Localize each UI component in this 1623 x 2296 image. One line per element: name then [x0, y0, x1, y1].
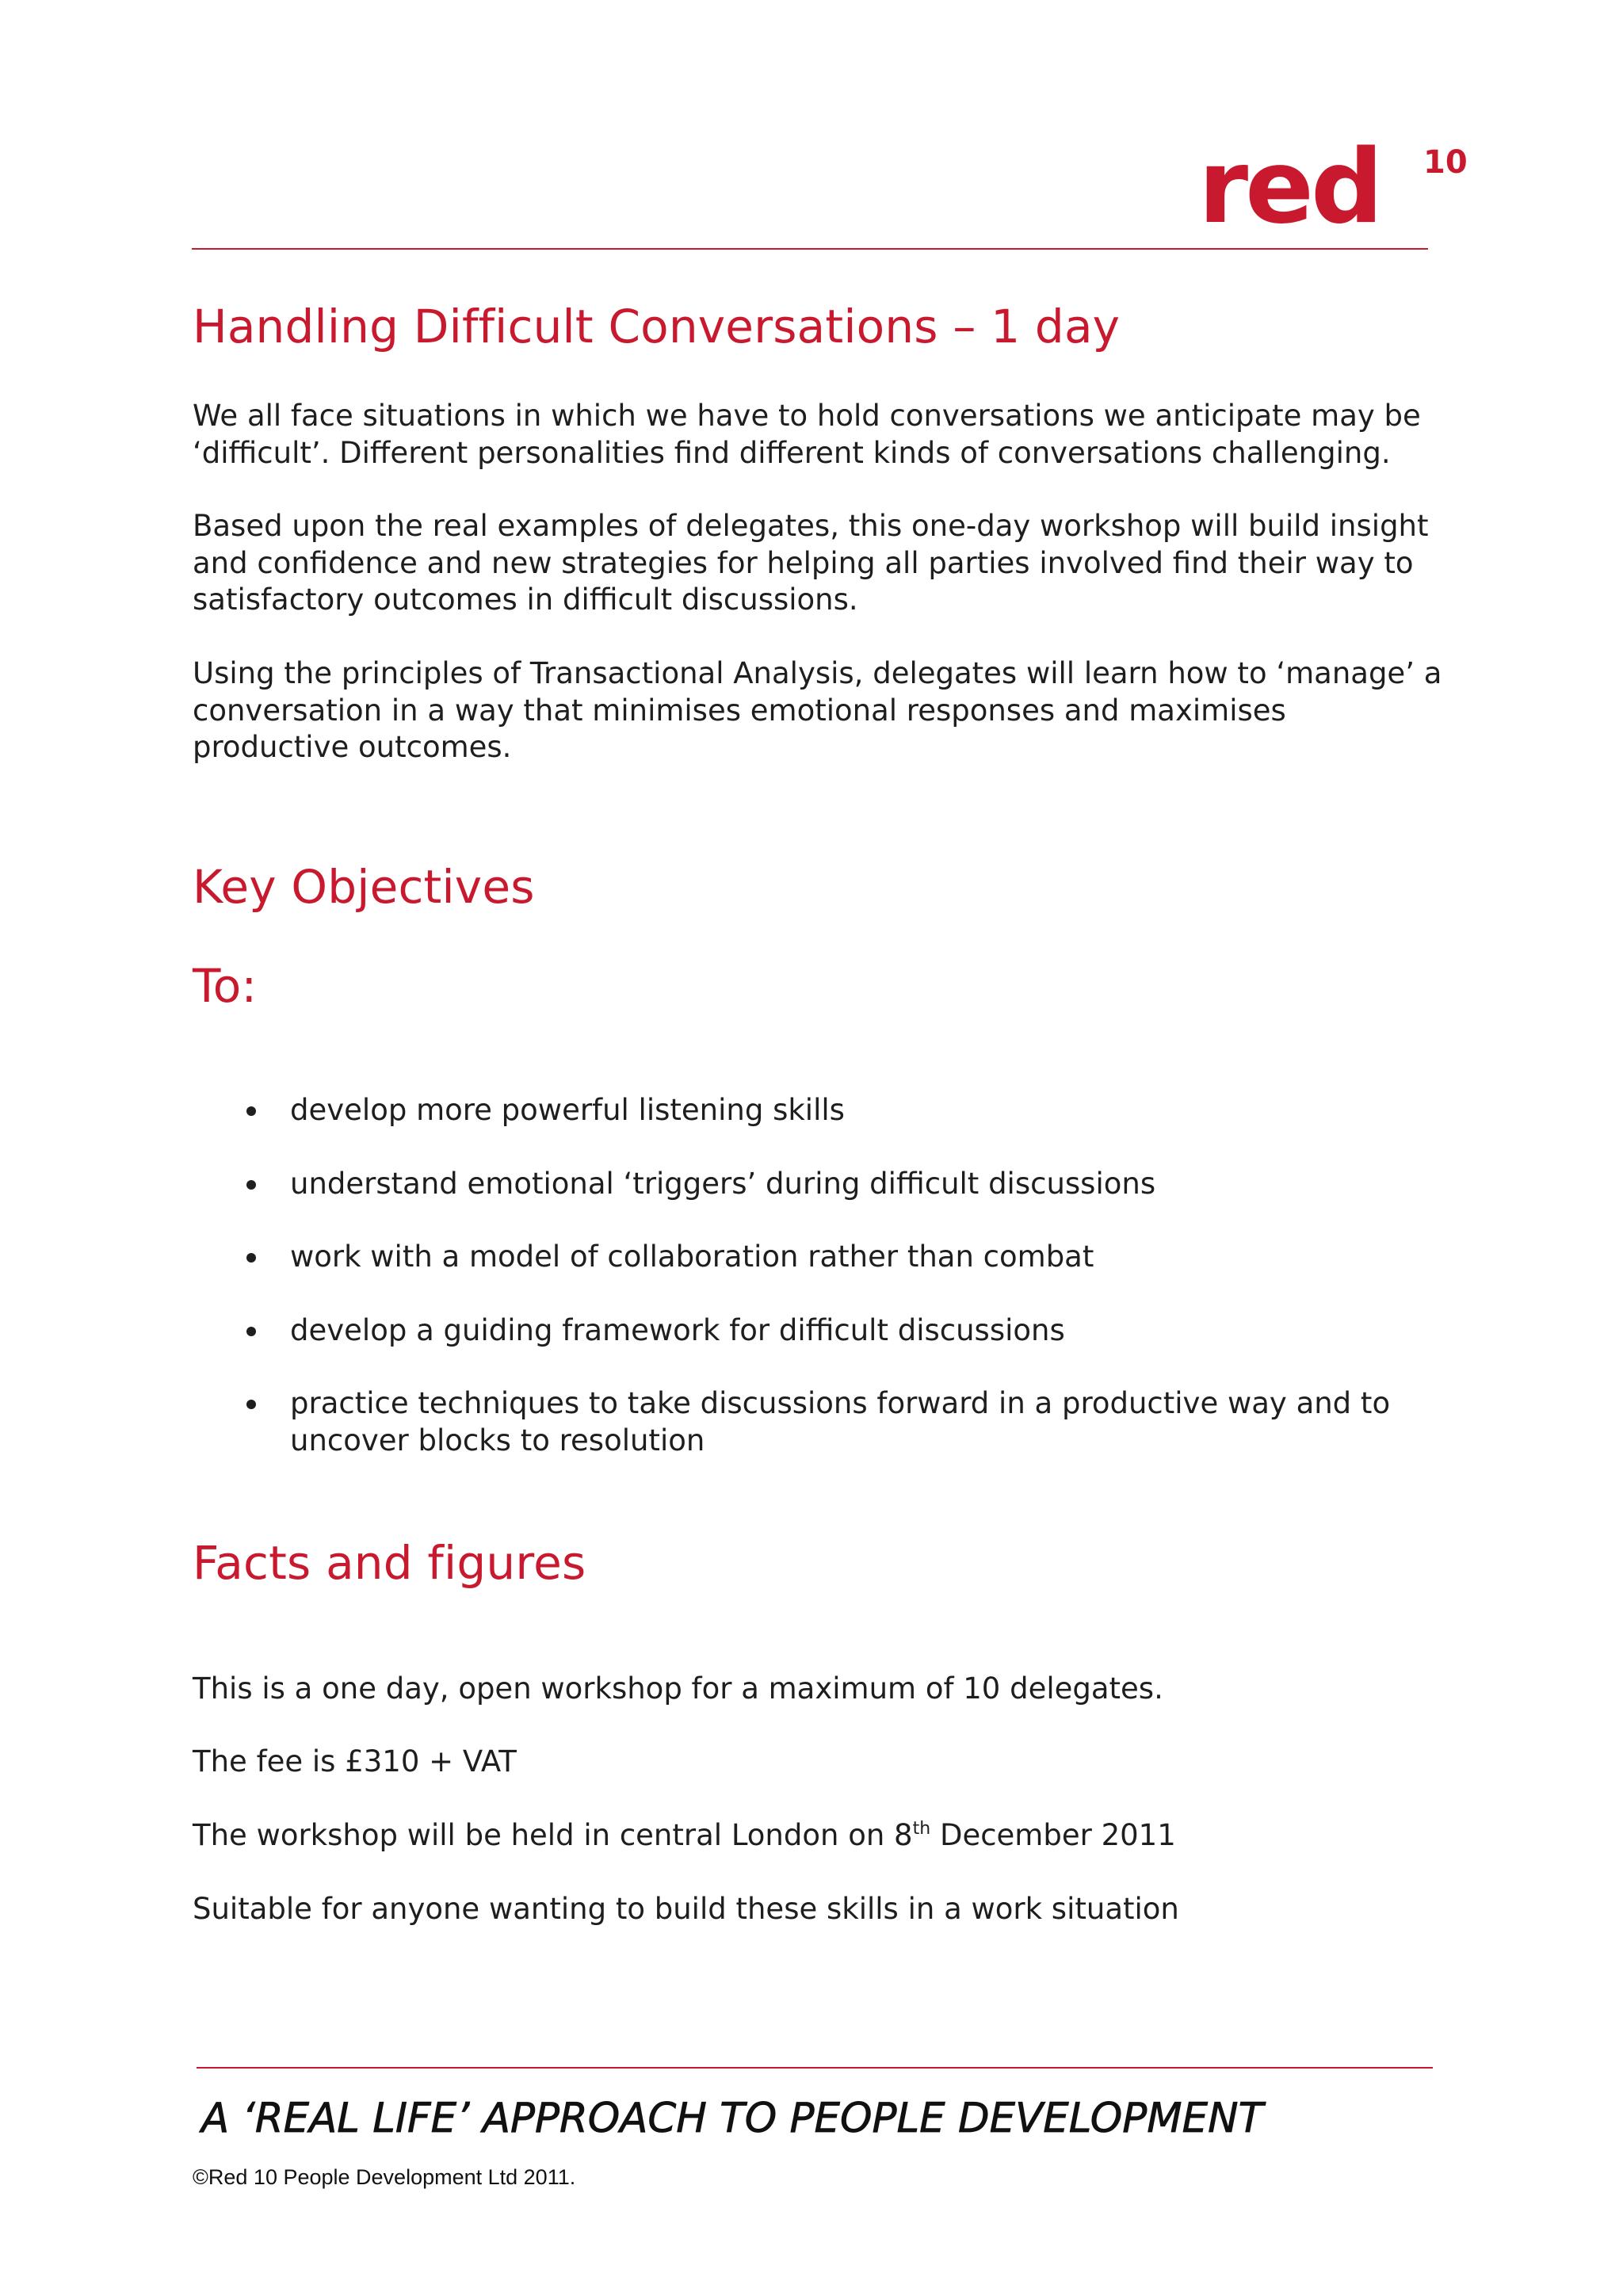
bullet-icon: [246, 1327, 256, 1336]
objective-text: understand emotional ‘triggers’ during difficult discussions: [290, 1166, 1156, 1201]
footer-tagline: [200, 2083, 1277, 2146]
facts-heading: Facts and figures: [193, 1536, 586, 1590]
intro-paragraph-3: Using the principles of Transactional Analysis, delegates will learn how to ‘manage’ a conversation in a way that minimises emotional responses and maximises productive outcomes.: [193, 656, 1442, 764]
list-item: [193, 1239, 1445, 1276]
intro-paragraph-1: We all face situations in which we have to hold conversations we anticipate may be ‘difficult’. Different personalities find different kinds of conversations challenging.: [193, 399, 1421, 470]
tagline-text: A ‘REAL LIFE’ APPROACH TO PEOPLE DEVELOPMENT: [199, 2095, 1267, 2142]
bullet-icon: [246, 1400, 256, 1409]
list-item: [193, 1385, 1445, 1459]
objective-text: practice techniques to take discussions forward in a productive way and to uncover blocks to resolution: [290, 1386, 1391, 1457]
list-item: [193, 1312, 1445, 1350]
fact-date-ordinal: th: [912, 1819, 931, 1839]
fact-date-month: December 2011: [930, 1818, 1176, 1852]
bullet-icon: [246, 1106, 256, 1116]
objective-text: develop more powerful listening skills: [290, 1093, 845, 1127]
objective-text: develop a guiding framework for difficult discussions: [290, 1312, 1065, 1347]
fact-date-text: The workshop will be held in central London on 8: [193, 1818, 913, 1852]
intro-paragraph-2: Based upon the real examples of delegates, this one-day workshop will build insight and confidence and new strategies for helping all parties involved find their way to satisfactory outcomes in difficult discussions.: [193, 509, 1429, 617]
objectives-lead: To:: [193, 959, 258, 1013]
bullet-icon: [246, 1253, 256, 1263]
objectives-heading: Key Objectives: [193, 860, 535, 914]
logo-superscript: 10: [1423, 144, 1468, 181]
page-title: Handling Difficult Conversations – 1 day: [193, 300, 1121, 353]
bullet-icon: [246, 1180, 256, 1190]
red10-logo: [1198, 128, 1468, 246]
footer-divider: [197, 2067, 1433, 2069]
fact-fee: The fee is £310 + VAT: [193, 1744, 517, 1778]
fact-date: [193, 1817, 1176, 1854]
objectives-list: [193, 1092, 1445, 1496]
list-item: [193, 1092, 1445, 1129]
logo-text: red: [1198, 128, 1381, 246]
objective-text: work with a model of collaboration rather than combat: [290, 1240, 1094, 1274]
list-item: [193, 1166, 1445, 1203]
copyright-notice: ©Red 10 People Development Ltd 2011.: [193, 2165, 576, 2189]
fact-suitability: Suitable for anyone wanting to build these skills in a work situation: [193, 1892, 1179, 1926]
fact-delegates: This is a one day, open workshop for a maximum of 10 delegates.: [193, 1671, 1163, 1706]
header-divider: [192, 248, 1428, 250]
